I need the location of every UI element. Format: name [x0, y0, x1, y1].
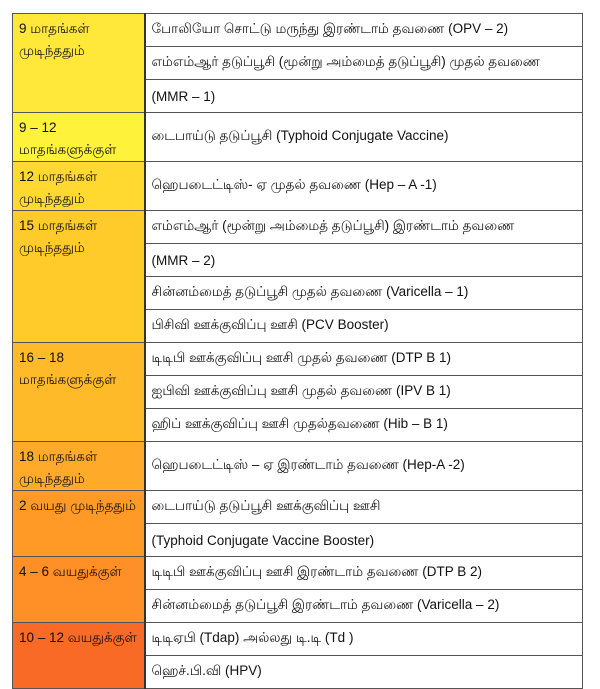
vaccine-cell: (MMR – 2) [145, 244, 583, 277]
vaccine-cell: போலியோ சொட்டு மருந்து இரண்டாம் தவணை (OPV – 2) [145, 14, 583, 47]
age-group-cell: 9 – 12 மாதங்களுக்குள் [13, 113, 145, 162]
age-group-cell: 18 மாதங்கள் முடிந்ததும் [13, 442, 145, 491]
vaccine-cell: ஹெபடைட்டிஸ் – ஏ இரண்டாம் தவணை (Hep-A -2) [145, 442, 583, 491]
age-group-cell: 12 மாதங்கள் முடிந்ததும் [13, 162, 145, 211]
vaccine-cell: பிசிவி ஊக்குவிப்பு ஊசி (PCV Booster) [145, 310, 583, 343]
vaccine-cell: ஐபிவி ஊக்குவிப்பு ஊசி முதல் தவணை (IPV B 1) [145, 376, 583, 409]
schedule-row [13, 14, 583, 47]
vaccine-cell: டிடிஏபி (Tdap) அல்லது டி.டி (Td ) [145, 623, 583, 656]
age-group-cell: 9 மாதங்கள் முடிந்ததும் [13, 14, 145, 113]
age-group-cell: 15 மாதங்கள் முடிந்ததும் [13, 211, 145, 343]
vaccine-cell: (MMR – 1) [145, 80, 583, 113]
schedule-row [13, 557, 583, 590]
vaccine-cell: டிடிபி ஊக்குவிப்பு ஊசி இரண்டாம் தவணை (DTP B 2) [145, 557, 583, 590]
schedule-row [13, 442, 583, 491]
vaccine-cell: (Typhoid Conjugate Vaccine Booster) [145, 524, 583, 557]
vaccine-cell: டைபாய்டு தடுப்பூசி (Typhoid Conjugate Vaccine) [145, 113, 583, 162]
vaccine-cell: டிடிபி ஊக்குவிப்பு ஊசி முதல் தவணை (DTP B 1) [145, 343, 583, 376]
vaccine-cell: சின்னம்மைத் தடுப்பூசி இரண்டாம் தவணை (Varicella – 2) [145, 590, 583, 623]
age-group-cell: 4 – 6 வயதுக்குள் [13, 557, 145, 623]
vaccine-cell: சின்னம்மைத் தடுப்பூசி முதல் தவணை (Varicella – 1) [145, 277, 583, 310]
vaccination-schedule-table [12, 13, 583, 689]
schedule-body [13, 14, 583, 689]
vaccine-cell: எம்எம்ஆர் (மூன்று அம்மைத் தடுப்பூசி) இரண்டாம் தவணை [145, 211, 583, 244]
vaccine-cell: டைபாய்டு தடுப்பூசி ஊக்குவிப்பு ஊசி [145, 491, 583, 524]
age-group-cell: 2 வயது முடிந்ததும் [13, 491, 145, 557]
vaccine-cell: ஹெபடைட்டிஸ்- ஏ முதல் தவணை (Hep – A -1) [145, 162, 583, 211]
vaccine-cell: ஹெச்.பி.வி (HPV) [145, 656, 583, 689]
schedule-row [13, 491, 583, 524]
vaccine-cell: ஹிப் ஊக்குவிப்பு ஊசி முதல்தவணை (Hib – B 1) [145, 409, 583, 442]
age-group-cell: 10 – 12 வயதுக்குள் [13, 623, 145, 689]
schedule-row [13, 162, 583, 211]
vaccine-cell: எம்எம்ஆர் தடுப்பூசி (மூன்று அம்மைத் தடுப்பூசி) முதல் தவணை [145, 47, 583, 80]
age-group-cell: 16 – 18 மாதங்களுக்குள் [13, 343, 145, 442]
schedule-row [13, 343, 583, 376]
schedule-row [13, 113, 583, 162]
schedule-row [13, 623, 583, 656]
schedule-row [13, 211, 583, 244]
